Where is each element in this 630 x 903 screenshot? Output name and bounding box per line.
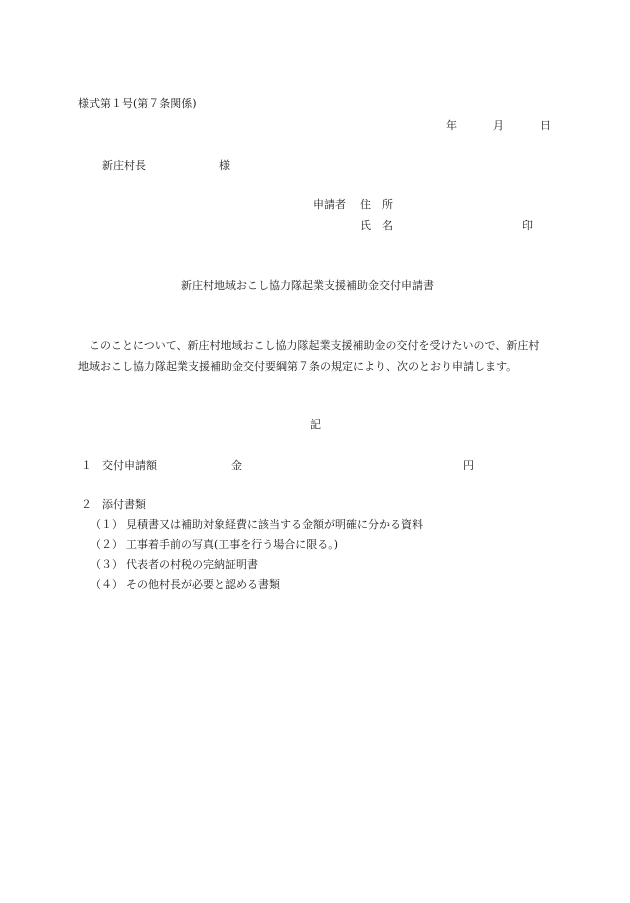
attachment-text: 代表者の村税の完納証明書 — [126, 558, 258, 571]
item1-amount-prefix: 金 — [231, 459, 242, 472]
date-month-label: 月 — [493, 119, 504, 132]
body-paragraph: このことについて、新庄村地域おこし協力隊起業支援補助金の交付を受けたいので、新庄村地域おこし協力隊起業支援補助金交付要綱第７条の規定により、次のとおり申請します。 — [78, 339, 540, 373]
address-label: 住 所 — [360, 198, 393, 211]
name-label: 氏 名 — [360, 219, 393, 232]
addressee-honorific: 様 — [219, 159, 230, 172]
attachment-text: 見積書又は補助対象経費に該当する金額が明確に分かる資料 — [126, 518, 423, 531]
attachment-text: 工事着手前の写真(工事を行う場合に限る。) — [126, 538, 339, 551]
attachment-number: （３） — [90, 558, 123, 571]
attachment-number: （１） — [90, 518, 123, 531]
addressee-name: 新庄村長 — [102, 159, 146, 172]
seal-mark: 印 — [522, 219, 533, 232]
date-year-label: 年 — [446, 119, 457, 132]
form-number: 様式第１号(第７条関係) — [78, 97, 197, 110]
item2-number: ２ — [81, 498, 92, 511]
applicant-label: 申請者 — [313, 198, 346, 211]
attachment-number: （２） — [90, 538, 123, 551]
item1-label: 交付申請額 — [102, 459, 157, 472]
attachment-number: （４） — [90, 578, 123, 591]
document-title: 新庄村地域おこし協力隊起業支援補助金交付申請書 — [181, 279, 434, 292]
attachment-text: その他村長が必要と認める書類 — [126, 578, 280, 591]
item1-amount-unit: 円 — [463, 459, 474, 472]
ki-heading: 記 — [310, 418, 321, 431]
date-day-label: 日 — [540, 119, 551, 132]
item2-label: 添付書類 — [102, 498, 146, 511]
item1-number: １ — [81, 459, 92, 472]
